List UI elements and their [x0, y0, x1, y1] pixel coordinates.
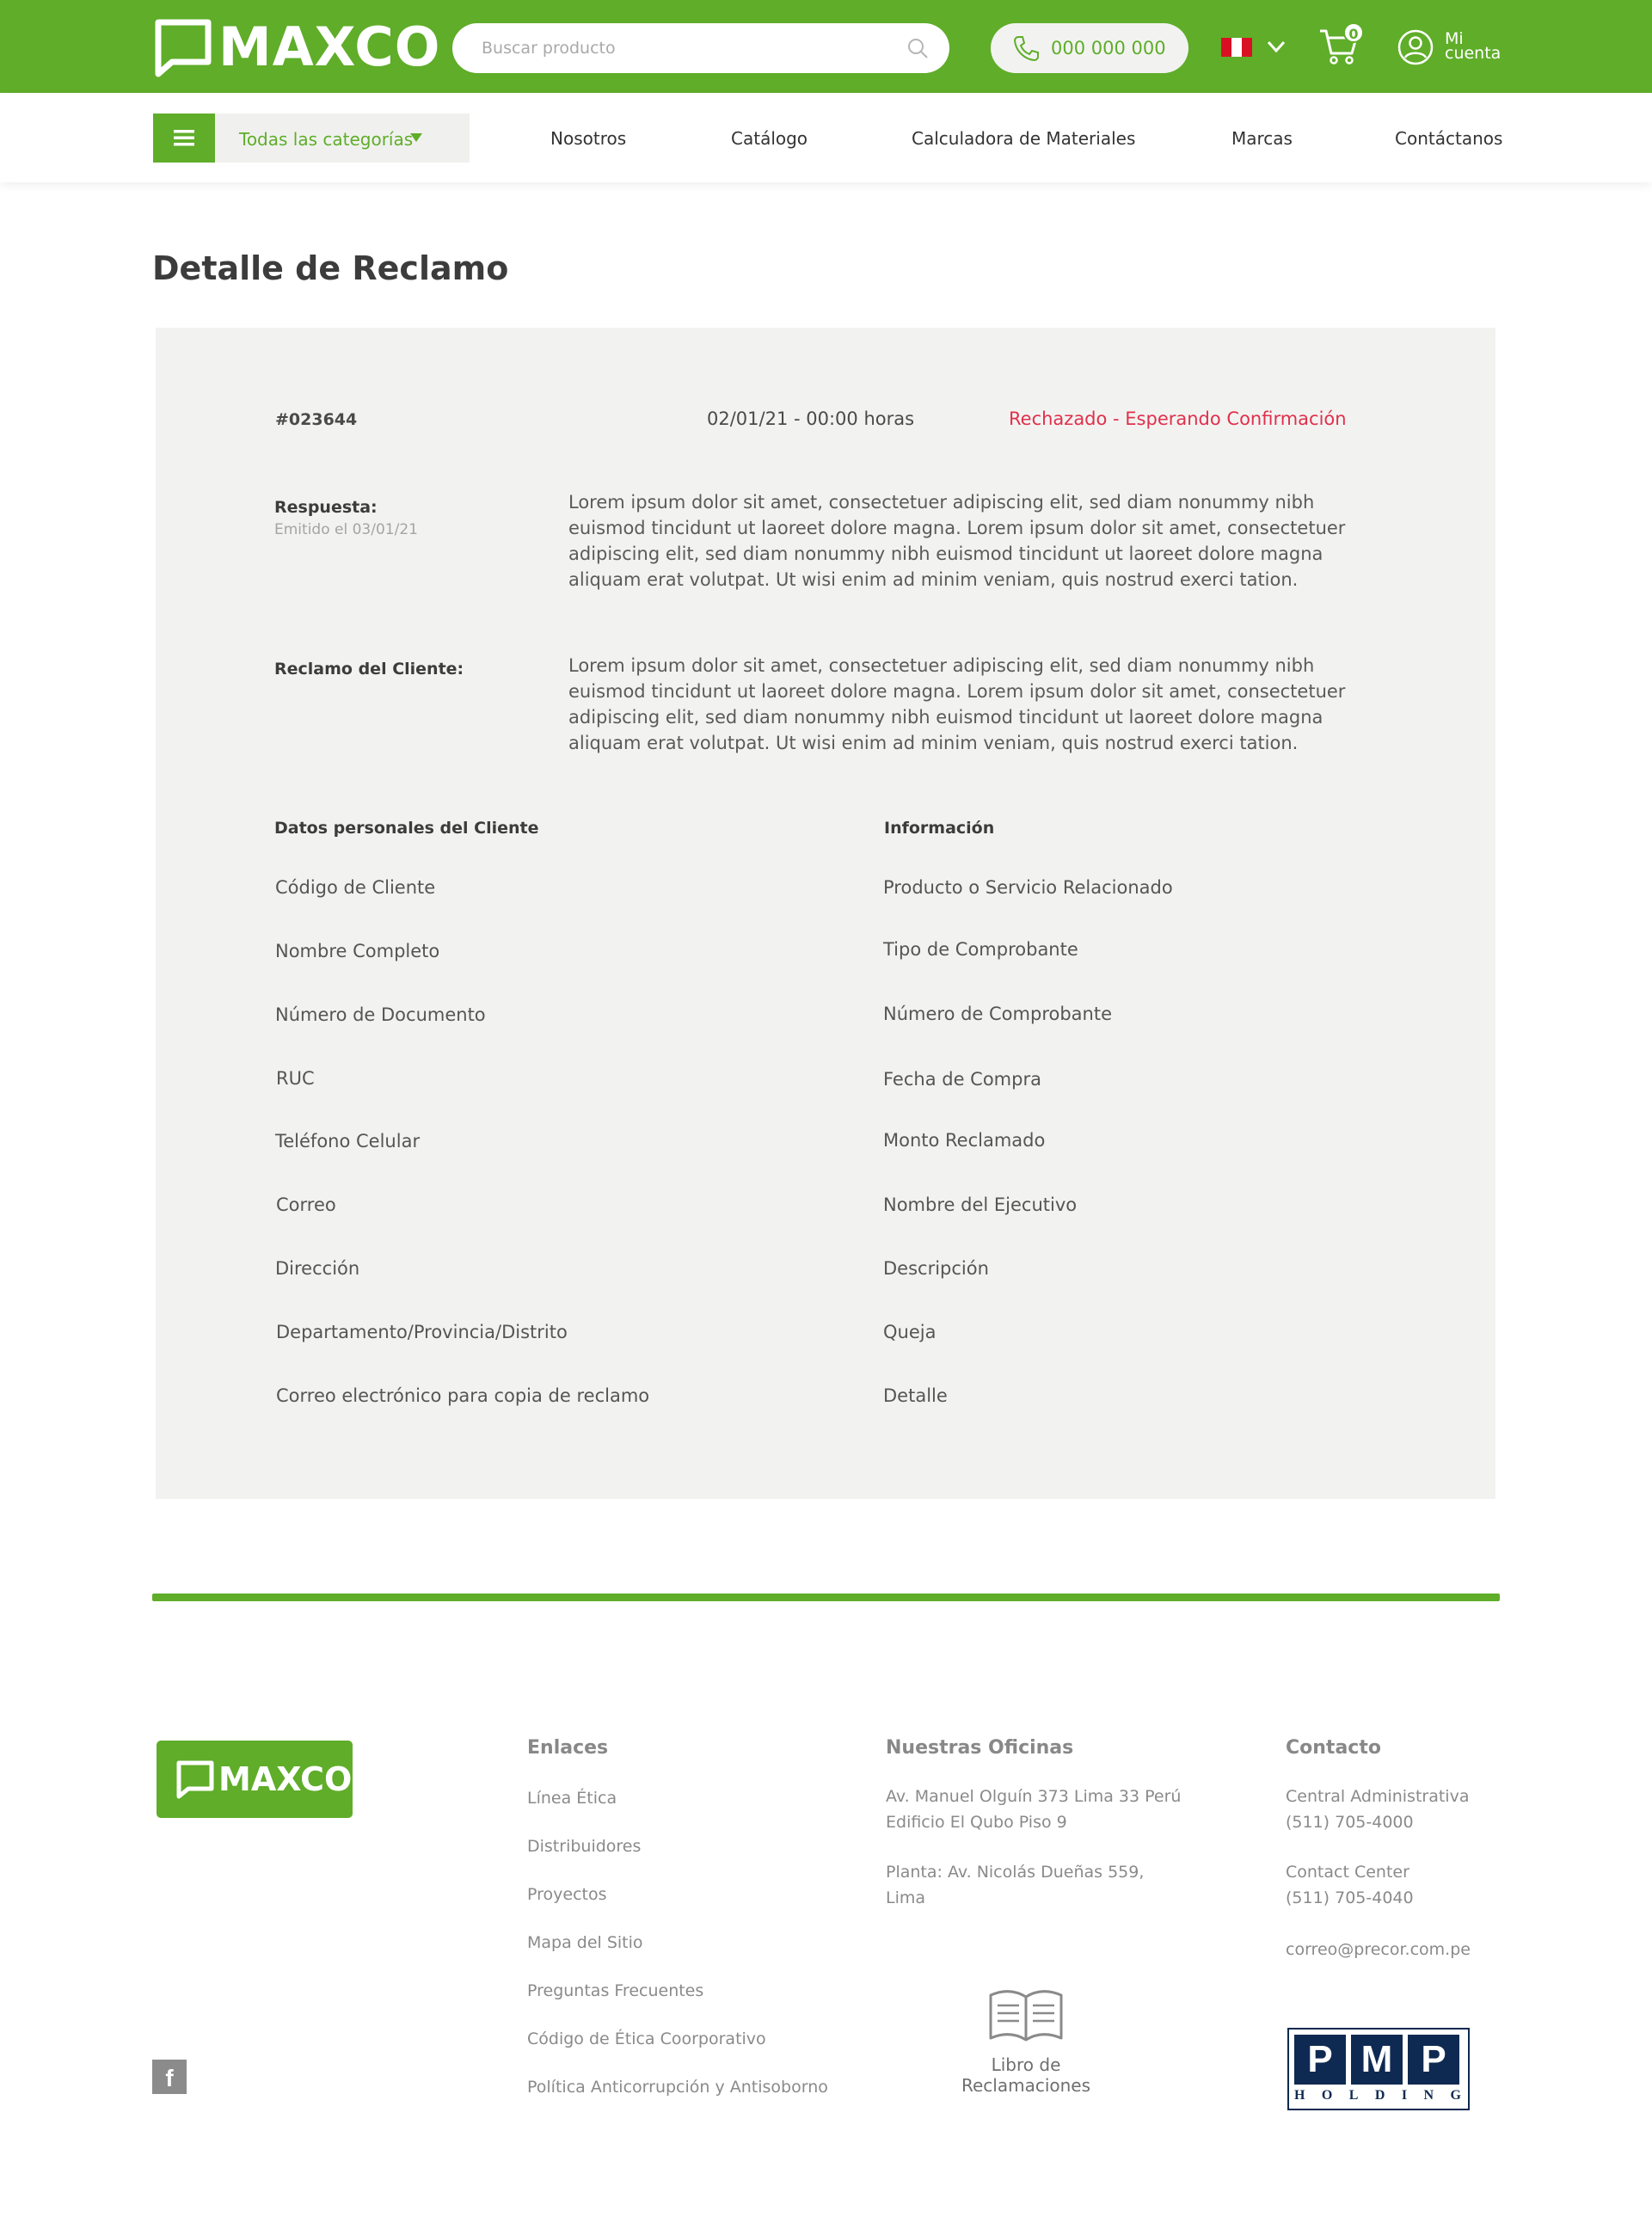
- contact-email[interactable]: correo@precor.com.pe: [1286, 1940, 1471, 1959]
- pmp-holding-letter: H: [1294, 2088, 1307, 2103]
- footer-link-linea-etica[interactable]: Línea Ética: [527, 1789, 617, 1808]
- nav-link-contactanos[interactable]: Contáctanos: [1395, 128, 1503, 149]
- footer-link-politica[interactable]: Política Anticorrupción y Antisoborno: [527, 2078, 828, 2097]
- contact-heading: Contacto: [1286, 1737, 1381, 1759]
- pmp-holding-letter: L: [1348, 2088, 1360, 2103]
- contact-center: [1286, 1859, 1414, 1911]
- field-tipo-comprobante: Tipo de Comprobante: [883, 939, 1078, 960]
- pmp-letter: P: [1408, 2035, 1459, 2085]
- office-address-2: [886, 1859, 1144, 1911]
- claim-status: Rechazado - Esperando Confirmación: [1009, 408, 1347, 429]
- pmp-letters: [1294, 2035, 1459, 2085]
- office-line: Planta: Av. Nicolás Dueñas 559,: [886, 1863, 1145, 1882]
- footer-link-preguntas[interactable]: Preguntas Frecuentes: [527, 1981, 704, 2000]
- field-nombre-ejecutivo: Nombre del Ejecutivo: [883, 1194, 1078, 1215]
- pmp-holding-letter: I: [1401, 2088, 1409, 2103]
- field-queja: Queja: [883, 1322, 937, 1342]
- footer-logo-text: MAXCO: [218, 1760, 353, 1798]
- client-claim-text: [568, 653, 1360, 756]
- claim-id: #023644: [275, 410, 358, 429]
- account-link[interactable]: Mi cuenta: [1445, 29, 1502, 63]
- chevron-down-icon[interactable]: [1264, 34, 1288, 58]
- field-fecha-compra: Fecha de Compra: [883, 1069, 1041, 1090]
- field-numero-documento: Número de Documento: [275, 1004, 486, 1025]
- header-logo[interactable]: [153, 17, 440, 77]
- categories-dropdown[interactable]: [215, 114, 470, 163]
- pmp-holding-letter: N: [1423, 2088, 1436, 2103]
- facebook-icon[interactable]: f: [152, 2060, 187, 2094]
- logo-text: MAXCO: [218, 15, 441, 78]
- field-telefono-celular: Teléfono Celular: [275, 1131, 421, 1151]
- response-line: Lorem ipsum dolor sit amet, consectetuer adipiscing elit, sed diam nonummy nibh: [568, 492, 1315, 513]
- cart-count-badge: 0: [1343, 22, 1364, 43]
- response-line: euismod tincidunt ut laoreet dolore magna. Lorem ipsum dolor sit amet, consectetuer: [568, 518, 1346, 538]
- field-producto-servicio: Producto o Servicio Relacionado: [883, 877, 1173, 898]
- peru-flag-icon[interactable]: [1221, 38, 1252, 57]
- footer-divider: [152, 1594, 1500, 1601]
- search-icon[interactable]: [906, 37, 929, 59]
- field-departamento: Departamento/Provincia/Distrito: [276, 1322, 568, 1342]
- pmp-holding-letter: G: [1450, 2088, 1463, 2103]
- user-icon[interactable]: [1397, 29, 1434, 65]
- search-box[interactable]: [452, 23, 949, 73]
- pmp-holding-logo[interactable]: [1287, 2028, 1470, 2110]
- footer-logo[interactable]: [157, 1741, 353, 1818]
- nav-link-calculadora[interactable]: Calculadora de Materiales: [912, 128, 1136, 149]
- pmp-letter: M: [1351, 2035, 1403, 2085]
- client-claim-line: adipiscing elit, sed diam nonummy nibh euismod tincidunt ut laoreet dolore magna: [568, 707, 1323, 728]
- field-correo: Correo: [276, 1194, 336, 1215]
- client-claim-line: Lorem ipsum dolor sit amet, consectetuer adipiscing elit, sed diam nonummy nibh: [568, 655, 1315, 676]
- office-line: Av. Manuel Olguín 373 Lima 33 Perú: [886, 1787, 1182, 1806]
- contact-phone[interactable]: (511) 705-4000: [1286, 1813, 1414, 1832]
- offices-heading: Nuestras Oficinas: [886, 1737, 1074, 1759]
- field-nombre-completo: Nombre Completo: [275, 941, 440, 961]
- pmp-letter: P: [1294, 2035, 1346, 2085]
- field-detalle: Detalle: [883, 1385, 948, 1406]
- field-direccion: Dirección: [275, 1258, 360, 1279]
- contact-label: Central Administrativa: [1286, 1787, 1470, 1806]
- page-title: Detalle de Reclamo: [152, 249, 509, 287]
- logo-mark-icon: [153, 17, 213, 77]
- personal-data-heading: Datos personales del Cliente: [274, 819, 539, 838]
- client-claim-line: aliquam erat volutpat. Ut wisi enim ad minim veniam, quis nostrud exerci tation.: [568, 733, 1299, 753]
- field-numero-comprobante: Número de Comprobante: [883, 1004, 1112, 1024]
- phone-number: 000 000 000: [1051, 38, 1166, 58]
- contact-central: [1286, 1784, 1469, 1835]
- pmp-holding-letter: O: [1321, 2088, 1335, 2103]
- nav-link-nosotros[interactable]: Nosotros: [550, 128, 627, 149]
- nav-link-marcas[interactable]: Marcas: [1231, 128, 1293, 149]
- field-monto-reclamado: Monto Reclamado: [883, 1130, 1046, 1151]
- office-line: Lima: [886, 1888, 926, 1907]
- response-label: Respuesta:: [274, 498, 378, 517]
- response-date: Emitido el 03/01/21: [274, 521, 418, 538]
- contact-label: Contact Center: [1286, 1863, 1409, 1882]
- response-line: adipiscing elit, sed diam nonummy nibh euismod tincidunt ut laoreet dolore magna: [568, 543, 1323, 564]
- footer-link-proyectos[interactable]: Proyectos: [527, 1885, 607, 1904]
- complaints-book-link[interactable]: [944, 2054, 1108, 2096]
- categories-menu-button[interactable]: [153, 114, 215, 163]
- field-codigo-cliente: Código de Cliente: [275, 877, 436, 898]
- client-claim-label: Reclamo del Cliente:: [274, 660, 464, 679]
- contact-phone[interactable]: (511) 705-4040: [1286, 1888, 1414, 1907]
- field-correo-copia: Correo electrónico para copia de reclamo: [276, 1385, 650, 1406]
- menu-icon: [172, 127, 196, 148]
- links-heading: Enlaces: [527, 1737, 609, 1759]
- field-ruc: RUC: [276, 1068, 315, 1089]
- response-text: [568, 489, 1360, 593]
- office-address-1: [886, 1784, 1181, 1835]
- logo-mark-icon: [175, 1759, 215, 1799]
- book-label-line: Reclamaciones: [961, 2075, 1091, 2096]
- book-label-line: Libro de: [991, 2054, 1061, 2075]
- claim-date: 02/01/21 - 00:00 horas: [707, 408, 915, 429]
- complaints-book-icon[interactable]: [987, 1988, 1065, 2043]
- response-line: aliquam erat volutpat. Ut wisi enim ad minim veniam, quis nostrud exerci tation.: [568, 569, 1299, 590]
- nav-link-catalogo[interactable]: Catálogo: [731, 128, 808, 149]
- client-claim-line: euismod tincidunt ut laoreet dolore magna. Lorem ipsum dolor sit amet, consectetuer: [568, 681, 1346, 702]
- phone-button[interactable]: [991, 23, 1188, 73]
- information-heading: Información: [884, 819, 995, 838]
- search-input[interactable]: [482, 23, 894, 73]
- pmp-holding-text: [1294, 2088, 1463, 2107]
- footer-link-mapa-sitio[interactable]: Mapa del Sitio: [527, 1933, 643, 1952]
- categories-label: Todas las categorías: [239, 129, 414, 150]
- footer-link-distribuidores[interactable]: Distribuidores: [527, 1837, 642, 1856]
- caret-down-icon: [409, 132, 423, 143]
- phone-icon: [1011, 34, 1041, 63]
- pmp-holding-letter: D: [1374, 2088, 1387, 2103]
- footer-link-codigo-etica[interactable]: Código de Ética Coorporativo: [527, 2030, 766, 2048]
- field-descripcion: Descripción: [883, 1258, 989, 1279]
- office-line: Edificio El Qubo Piso 9: [886, 1813, 1067, 1832]
